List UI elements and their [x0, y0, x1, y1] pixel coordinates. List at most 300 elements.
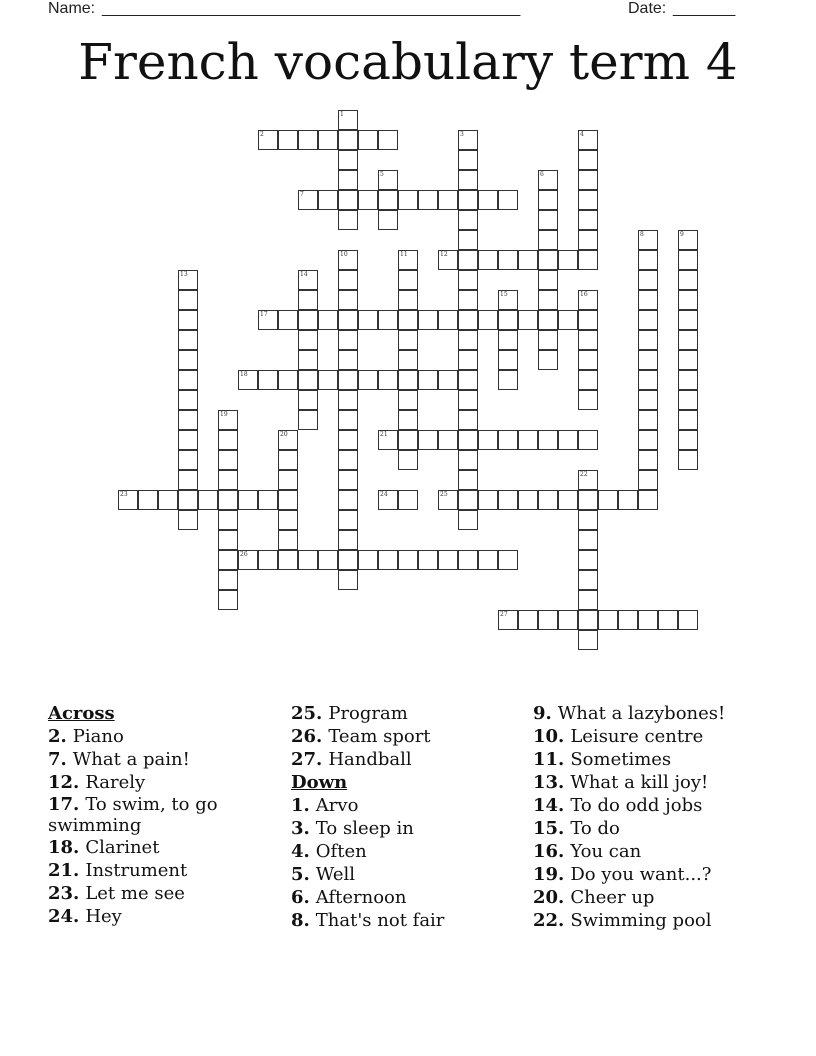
crossword-cell[interactable] [638, 490, 658, 510]
crossword-cell[interactable] [558, 610, 578, 630]
crossword-cell[interactable] [458, 230, 478, 250]
crossword-cell[interactable] [278, 310, 298, 330]
clue-down-11 [533, 748, 768, 771]
crossword-cell[interactable] [298, 410, 318, 430]
crossword-cell[interactable] [438, 190, 458, 210]
crossword-cell[interactable] [218, 490, 238, 510]
clue-number: 6. [291, 887, 310, 908]
crossword-cell[interactable] [558, 430, 578, 450]
crossword-cell[interactable] [518, 610, 538, 630]
clue-text: To swim, to go swimming [48, 794, 218, 836]
clue-text: Rarely [85, 772, 146, 793]
clues-column-2 [291, 702, 526, 932]
clue-down-14 [533, 794, 768, 817]
cell-number: 18 [240, 371, 248, 378]
crossword-cell[interactable] [338, 170, 358, 190]
crossword-cell[interactable] [178, 290, 198, 310]
crossword-cell[interactable] [678, 250, 698, 270]
crossword-cell[interactable] [658, 610, 678, 630]
crossword-cell[interactable] [318, 130, 338, 150]
cell-number: 26 [240, 551, 248, 558]
clue-number: 25. [291, 703, 323, 724]
crossword-cell[interactable] [138, 490, 158, 510]
crossword-cell[interactable] [458, 190, 478, 210]
crossword-cell[interactable] [458, 390, 478, 410]
crossword-cell[interactable] [278, 510, 298, 530]
crossword-cell[interactable] [458, 150, 478, 170]
crossword-cell[interactable] [378, 310, 398, 330]
crossword-cell[interactable] [638, 470, 658, 490]
crossword-cell[interactable] [378, 370, 398, 390]
crossword-cell[interactable] [478, 310, 498, 330]
crossword-cell[interactable] [398, 310, 418, 330]
crossword-cell[interactable] [578, 610, 598, 630]
across-heading: Across [48, 703, 115, 724]
cell-number: 3 [460, 131, 464, 138]
crossword-cell[interactable] [678, 370, 698, 390]
crossword-cell[interactable] [178, 370, 198, 390]
crossword-cell[interactable] [398, 550, 418, 570]
crossword-cell[interactable] [338, 290, 358, 310]
cell-number: 9 [680, 231, 684, 238]
crossword-cell[interactable] [578, 590, 598, 610]
crossword-cell[interactable] [678, 430, 698, 450]
clue-number: 1. [291, 795, 310, 816]
crossword-cell[interactable] [518, 250, 538, 270]
crossword-cell[interactable] [638, 610, 658, 630]
crossword-cell[interactable] [538, 290, 558, 310]
clue-number: 14. [533, 795, 565, 816]
crossword-cell[interactable] [298, 310, 318, 330]
crossword-cell[interactable] [458, 370, 478, 390]
cell-number: 23 [120, 491, 128, 498]
clue-text: Let me see [85, 883, 185, 904]
name-label: Name: [48, 0, 96, 17]
clue-down-4 [291, 840, 526, 863]
crossword-cell[interactable] [638, 250, 658, 270]
clue-text: Clarinet [85, 837, 160, 858]
crossword-cell[interactable] [218, 510, 238, 530]
crossword-cell[interactable] [578, 150, 598, 170]
crossword-cell[interactable] [338, 470, 358, 490]
crossword-cell[interactable] [398, 410, 418, 430]
crossword-cell[interactable] [298, 290, 318, 310]
clue-across-7 [48, 748, 283, 771]
clue-down-10 [533, 725, 768, 748]
clue-across-23 [48, 882, 283, 905]
crossword-cell[interactable] [298, 330, 318, 350]
crossword-cell[interactable] [538, 330, 558, 350]
crossword-cell[interactable] [578, 510, 598, 530]
clue-down-20 [533, 886, 768, 909]
cell-number: 24 [380, 491, 388, 498]
crossword-cell[interactable] [498, 550, 518, 570]
crossword-cell[interactable] [598, 490, 618, 510]
cell-number: 25 [440, 491, 448, 498]
crossword-cell[interactable] [318, 370, 338, 390]
crossword-cell[interactable] [378, 190, 398, 210]
clue-number: 12. [48, 772, 80, 793]
crossword-cell[interactable] [178, 390, 198, 410]
crossword-cell[interactable] [538, 610, 558, 630]
crossword-cell[interactable] [398, 350, 418, 370]
clue-down-6 [291, 886, 526, 909]
clue-text: Program [328, 703, 408, 724]
cell-number: 14 [300, 271, 308, 278]
crossword-cell[interactable] [458, 450, 478, 470]
crossword-cell[interactable] [178, 310, 198, 330]
crossword-cell[interactable] [578, 530, 598, 550]
crossword-cell[interactable] [678, 450, 698, 470]
date-field[interactable]: _______ [673, 0, 736, 17]
crossword-cell[interactable] [218, 430, 238, 450]
crossword-cell[interactable] [678, 350, 698, 370]
crossword-cell[interactable] [618, 490, 638, 510]
clue-number: 15. [533, 818, 565, 839]
clue-number: 16. [533, 841, 565, 862]
crossword-cell[interactable] [678, 410, 698, 430]
crossword-cell[interactable] [258, 550, 278, 570]
clue-across-18 [48, 836, 283, 859]
crossword-cell[interactable] [538, 430, 558, 450]
crossword-cell[interactable] [638, 270, 658, 290]
clue-text: Swimming pool [570, 910, 712, 931]
cell-number: 2 [260, 131, 264, 138]
crossword-cell[interactable] [498, 250, 518, 270]
crossword-cell[interactable] [638, 330, 658, 350]
clues-column-3 [533, 702, 768, 932]
crossword-cell[interactable] [398, 290, 418, 310]
crossword-cell[interactable] [578, 190, 598, 210]
crossword-cell[interactable] [338, 390, 358, 410]
crossword-cell[interactable] [258, 370, 278, 390]
crossword-cell[interactable] [578, 490, 598, 510]
crossword-cell[interactable] [538, 190, 558, 210]
crossword-cell[interactable] [418, 550, 438, 570]
crossword-cell[interactable] [418, 430, 438, 450]
crossword-cell[interactable] [338, 190, 358, 210]
clue-across-21 [48, 859, 283, 882]
crossword-cell[interactable] [438, 310, 458, 330]
crossword-cell[interactable] [178, 330, 198, 350]
crossword-cell[interactable] [498, 330, 518, 350]
crossword-cell[interactable] [578, 170, 598, 190]
crossword-cell[interactable] [338, 410, 358, 430]
clue-down-15 [533, 817, 768, 840]
crossword-cell[interactable] [498, 430, 518, 450]
clue-number: 22. [533, 910, 565, 931]
crossword-cell[interactable] [318, 190, 338, 210]
cell-number: 6 [540, 171, 544, 178]
crossword-cell[interactable] [458, 250, 478, 270]
crossword-cell[interactable] [398, 270, 418, 290]
crossword-cell[interactable] [578, 350, 598, 370]
clue-text: Team sport [328, 726, 431, 747]
crossword-cell[interactable] [638, 410, 658, 430]
clue-number: 11. [533, 749, 565, 770]
crossword-cell[interactable] [458, 170, 478, 190]
crossword-cell[interactable] [338, 570, 358, 590]
crossword-cell[interactable] [158, 490, 178, 510]
crossword-cell[interactable] [318, 550, 338, 570]
crossword-cell[interactable] [338, 430, 358, 450]
crossword-cell[interactable] [398, 450, 418, 470]
crossword-cell[interactable] [558, 310, 578, 330]
crossword-cell[interactable] [598, 610, 618, 630]
crossword-cell[interactable] [258, 490, 278, 510]
clue-down-5 [291, 863, 526, 886]
crossword-cell[interactable] [538, 270, 558, 290]
crossword-cell[interactable] [498, 350, 518, 370]
crossword-cell[interactable] [578, 570, 598, 590]
clue-number: 24. [48, 906, 80, 927]
crossword-cell[interactable] [378, 130, 398, 150]
crossword-cell[interactable] [178, 470, 198, 490]
crossword-cell[interactable] [458, 330, 478, 350]
crossword-cell[interactable] [498, 190, 518, 210]
crossword-cell[interactable] [318, 310, 338, 330]
crossword-cell[interactable] [678, 310, 698, 330]
crossword-cell[interactable] [538, 250, 558, 270]
crossword-cell[interactable] [398, 390, 418, 410]
clue-across-24 [48, 905, 283, 928]
crossword-cell[interactable] [478, 190, 498, 210]
crossword-cell[interactable] [278, 470, 298, 490]
crossword-cell[interactable] [518, 430, 538, 450]
crossword-cell[interactable] [678, 270, 698, 290]
crossword-cell[interactable] [338, 150, 358, 170]
crossword-cell[interactable] [558, 250, 578, 270]
cell-number: 27 [500, 611, 508, 618]
crossword-cell[interactable] [398, 430, 418, 450]
crossword-cell[interactable] [298, 130, 318, 150]
crossword-cell[interactable] [578, 370, 598, 390]
crossword-cell[interactable] [338, 510, 358, 530]
crossword-cell[interactable] [578, 550, 598, 570]
crossword-cell[interactable] [498, 310, 518, 330]
crossword-cell[interactable] [218, 550, 238, 570]
crossword-cell[interactable] [418, 310, 438, 330]
crossword-cell[interactable] [178, 510, 198, 530]
crossword-cell[interactable] [458, 470, 478, 490]
crossword-cell[interactable] [178, 350, 198, 370]
crossword-cell[interactable] [458, 310, 478, 330]
crossword-cell[interactable] [458, 510, 478, 530]
clue-text: Arvo [315, 795, 359, 816]
crossword-cell[interactable] [278, 130, 298, 150]
crossword-cell[interactable] [218, 590, 238, 610]
crossword-cell[interactable] [538, 490, 558, 510]
crossword-cell[interactable] [398, 370, 418, 390]
crossword-cell[interactable] [338, 210, 358, 230]
crossword-cell[interactable] [358, 190, 378, 210]
crossword-cell[interactable] [478, 250, 498, 270]
crossword-cell[interactable] [578, 230, 598, 250]
crossword-cell[interactable] [518, 490, 538, 510]
cell-number: 5 [380, 171, 384, 178]
crossword-cell[interactable] [458, 490, 478, 510]
crossword-cell[interactable] [678, 290, 698, 310]
crossword-cell[interactable] [578, 430, 598, 450]
crossword-cell[interactable] [618, 610, 638, 630]
crossword-cell[interactable] [438, 550, 458, 570]
crossword-cell[interactable] [478, 550, 498, 570]
clue-number: 13. [533, 772, 565, 793]
clue-number: 2. [48, 726, 67, 747]
crossword-cell[interactable] [558, 490, 578, 510]
crossword-cell[interactable] [358, 310, 378, 330]
crossword-cell[interactable] [578, 250, 598, 270]
crossword-cell[interactable] [538, 230, 558, 250]
crossword-cell[interactable] [298, 350, 318, 370]
clue-text: Piano [72, 726, 124, 747]
crossword-cell[interactable] [338, 350, 358, 370]
crossword-cell[interactable] [178, 450, 198, 470]
clue-number: 27. [291, 749, 323, 770]
crossword-cell[interactable] [478, 430, 498, 450]
crossword-cell[interactable] [338, 310, 358, 330]
crossword-cell[interactable] [278, 370, 298, 390]
cell-number: 1 [340, 111, 344, 118]
crossword-cell[interactable] [638, 310, 658, 330]
crossword-cell[interactable] [578, 310, 598, 330]
crossword-cell[interactable] [678, 390, 698, 410]
crossword-cell[interactable] [498, 490, 518, 510]
crossword-cell[interactable] [458, 430, 478, 450]
crossword-cell[interactable] [538, 350, 558, 370]
crossword-cell[interactable] [578, 210, 598, 230]
crossword-cell[interactable] [438, 370, 458, 390]
crossword-cell[interactable] [458, 270, 478, 290]
crossword-cell[interactable] [578, 330, 598, 350]
crossword-cell[interactable] [398, 330, 418, 350]
crossword-cell[interactable] [238, 490, 258, 510]
date-label: Date: [628, 0, 667, 17]
crossword-cell[interactable] [518, 310, 538, 330]
clue-across-26 [291, 725, 526, 748]
crossword-cell[interactable] [338, 270, 358, 290]
crossword-cell[interactable] [338, 450, 358, 470]
crossword-cell[interactable] [338, 130, 358, 150]
name-field[interactable]: _______________________________________________ [102, 0, 521, 17]
crossword-cell[interactable] [478, 490, 498, 510]
clue-number: 7. [48, 749, 67, 770]
crossword-cell[interactable] [338, 530, 358, 550]
crossword-cell[interactable] [638, 450, 658, 470]
clue-across-27 [291, 748, 526, 771]
crossword-cell[interactable] [338, 490, 358, 510]
crossword-cell[interactable] [278, 490, 298, 510]
crossword-cell[interactable] [338, 550, 358, 570]
crossword-cell[interactable] [458, 350, 478, 370]
crossword-cell[interactable] [678, 330, 698, 350]
crossword-cell[interactable] [458, 410, 478, 430]
crossword-cell[interactable] [198, 490, 218, 510]
crossword-cell[interactable] [218, 570, 238, 590]
crossword-cell[interactable] [398, 190, 418, 210]
cell-number: 16 [580, 291, 588, 298]
clue-down-22 [533, 909, 768, 932]
crossword-cell[interactable] [278, 450, 298, 470]
crossword-cell[interactable] [458, 550, 478, 570]
cell-number: 17 [260, 311, 268, 318]
crossword-cell[interactable] [538, 310, 558, 330]
crossword-cell[interactable] [638, 290, 658, 310]
clue-text: That's not fair [315, 910, 445, 931]
crossword-cell[interactable] [338, 370, 358, 390]
clue-text: Instrument [85, 860, 188, 881]
clue-text: You can [570, 841, 642, 862]
crossword-cell[interactable] [338, 330, 358, 350]
crossword-cell[interactable] [298, 370, 318, 390]
clue-text: Often [315, 841, 367, 862]
crossword-cell[interactable] [498, 370, 518, 390]
crossword-cell[interactable] [278, 550, 298, 570]
crossword-cell[interactable] [278, 530, 298, 550]
crossword-cell[interactable] [638, 430, 658, 450]
crossword-cell[interactable] [418, 190, 438, 210]
crossword-cell[interactable] [398, 490, 418, 510]
crossword-cell[interactable] [538, 210, 558, 230]
cell-number: 22 [580, 471, 588, 478]
crossword-cell[interactable] [218, 450, 238, 470]
cell-number: 4 [580, 131, 584, 138]
crossword-cell[interactable] [298, 390, 318, 410]
crossword-cell[interactable] [438, 430, 458, 450]
clue-text: To do odd jobs [570, 795, 703, 816]
crossword-cell[interactable] [578, 390, 598, 410]
crossword-cell[interactable] [638, 370, 658, 390]
crossword-cell[interactable] [178, 430, 198, 450]
clue-down-19 [533, 863, 768, 886]
crossword-cell[interactable] [378, 210, 398, 230]
crossword-cell[interactable] [358, 130, 378, 150]
page-title: French vocabulary term 4 [78, 33, 738, 91]
clue-down-13 [533, 771, 768, 794]
crossword-cell[interactable] [358, 370, 378, 390]
clue-text: Do you want...? [570, 864, 712, 885]
crossword-cell[interactable] [178, 490, 198, 510]
clue-across-25 [291, 702, 526, 725]
clue-number: 5. [291, 864, 310, 885]
clue-text: To sleep in [315, 818, 414, 839]
clue-number: 8. [291, 910, 310, 931]
clue-number: 10. [533, 726, 565, 747]
clue-number: 20. [533, 887, 565, 908]
down-heading: Down [291, 772, 348, 793]
crossword-cell[interactable] [578, 630, 598, 650]
crossword-cell[interactable] [638, 390, 658, 410]
crossword-cell[interactable] [418, 370, 438, 390]
crossword-cell[interactable] [298, 550, 318, 570]
clue-text: Well [315, 864, 355, 885]
crossword-cell[interactable] [458, 210, 478, 230]
clue-across-2 [48, 725, 283, 748]
crossword-cell[interactable] [458, 290, 478, 310]
cell-number: 21 [380, 431, 388, 438]
crossword-cell[interactable] [638, 350, 658, 370]
crossword-cell[interactable] [678, 610, 698, 630]
crossword-cell[interactable] [358, 550, 378, 570]
cell-number: 7 [300, 191, 304, 198]
crossword-cell[interactable] [378, 550, 398, 570]
clue-text: Leisure centre [570, 726, 704, 747]
crossword-cell[interactable] [218, 470, 238, 490]
crossword-cell[interactable] [178, 410, 198, 430]
clue-number: 9. [533, 703, 552, 724]
clue-text: What a lazybones! [557, 703, 726, 724]
crossword-cell[interactable] [218, 530, 238, 550]
